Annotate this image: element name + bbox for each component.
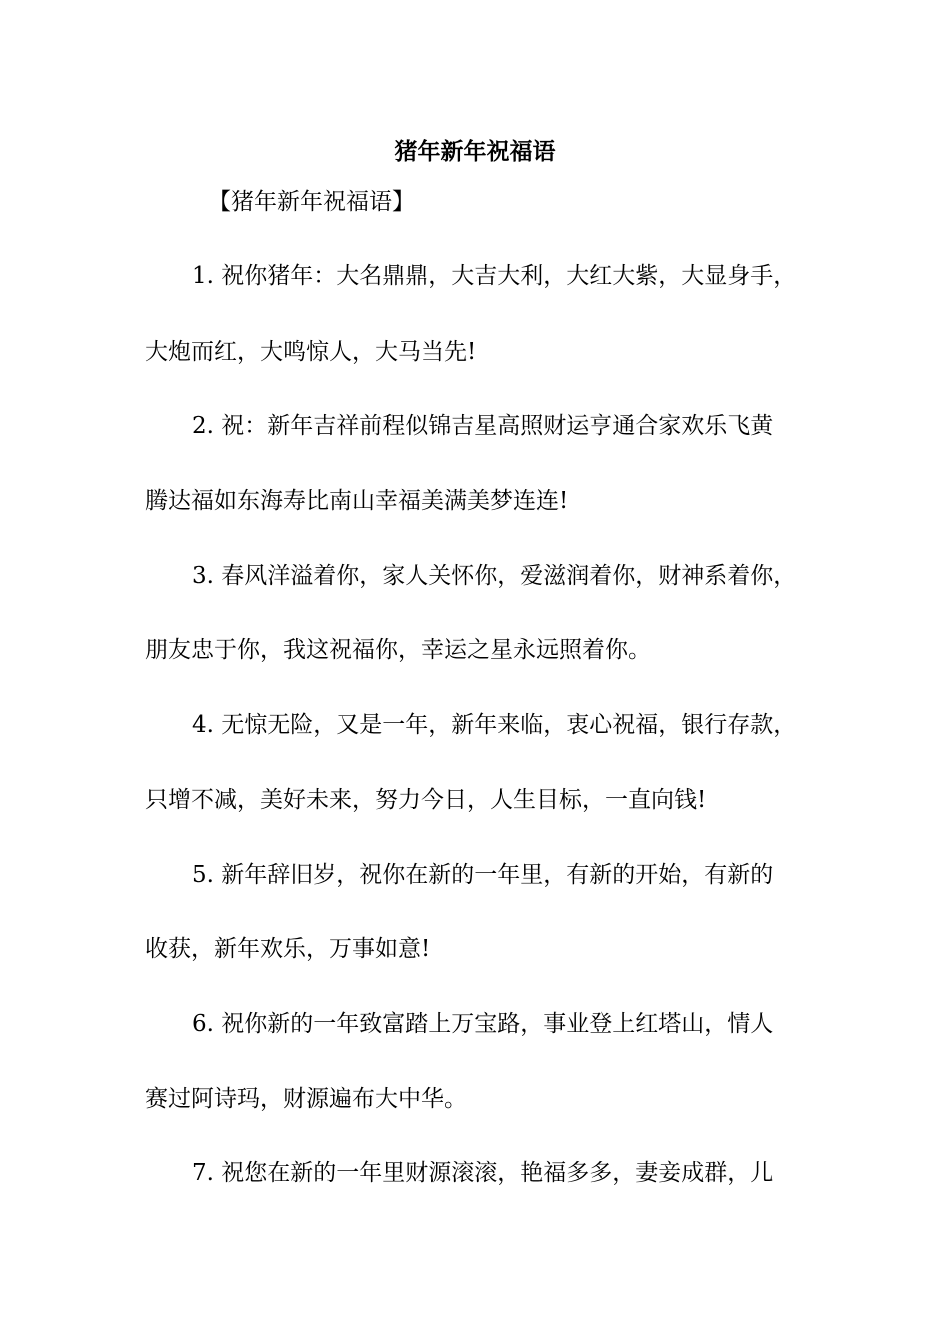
paragraph-line: 3. 春风洋溢着你，家人关怀你，爱滋润着你，财神系着你， [192, 563, 797, 589]
paragraph-line: 6. 祝你新的一年致富踏上万宝路，事业登上红塔山，情人 [192, 1011, 774, 1037]
paragraph-line: 大炮而红，大鸣惊人，大马当先! [145, 339, 477, 365]
paragraph-line: 1. 祝你猪年：大名鼎鼎，大吉大利，大红大紫，大显身手， [192, 263, 797, 289]
paragraph-line: 朋友忠于你，我这祝福你，幸运之星永远照着你。 [145, 637, 651, 663]
paragraph-line: 5. 新年辞旧岁，祝你在新的一年里，有新的开始，有新的 [192, 862, 774, 888]
document-subtitle: 【猪年新年祝福语】 [208, 189, 415, 215]
paragraph-line: 只增不减，美好未来，努力今日，人生目标，一直向钱! [145, 787, 707, 813]
paragraph-line: 腾达福如东海寿比南山幸福美满美梦连连! [145, 488, 569, 514]
paragraph-line: 2. 祝：新年吉祥前程似锦吉星高照财运亨通合家欢乐飞黄 [192, 413, 774, 439]
document-title: 猪年新年祝福语 [394, 139, 556, 165]
paragraph-line: 赛过阿诗玛，财源遍布大中华。 [145, 1086, 467, 1112]
paragraph-line: 4. 无惊无险，又是一年，新年来临，衷心祝福，银行存款， [192, 712, 797, 738]
paragraph-line: 收获，新年欢乐，万事如意! [145, 936, 431, 962]
paragraph-line: 7. 祝您在新的一年里财源滚滚，艳福多多，妻妾成群，儿 [192, 1160, 774, 1186]
